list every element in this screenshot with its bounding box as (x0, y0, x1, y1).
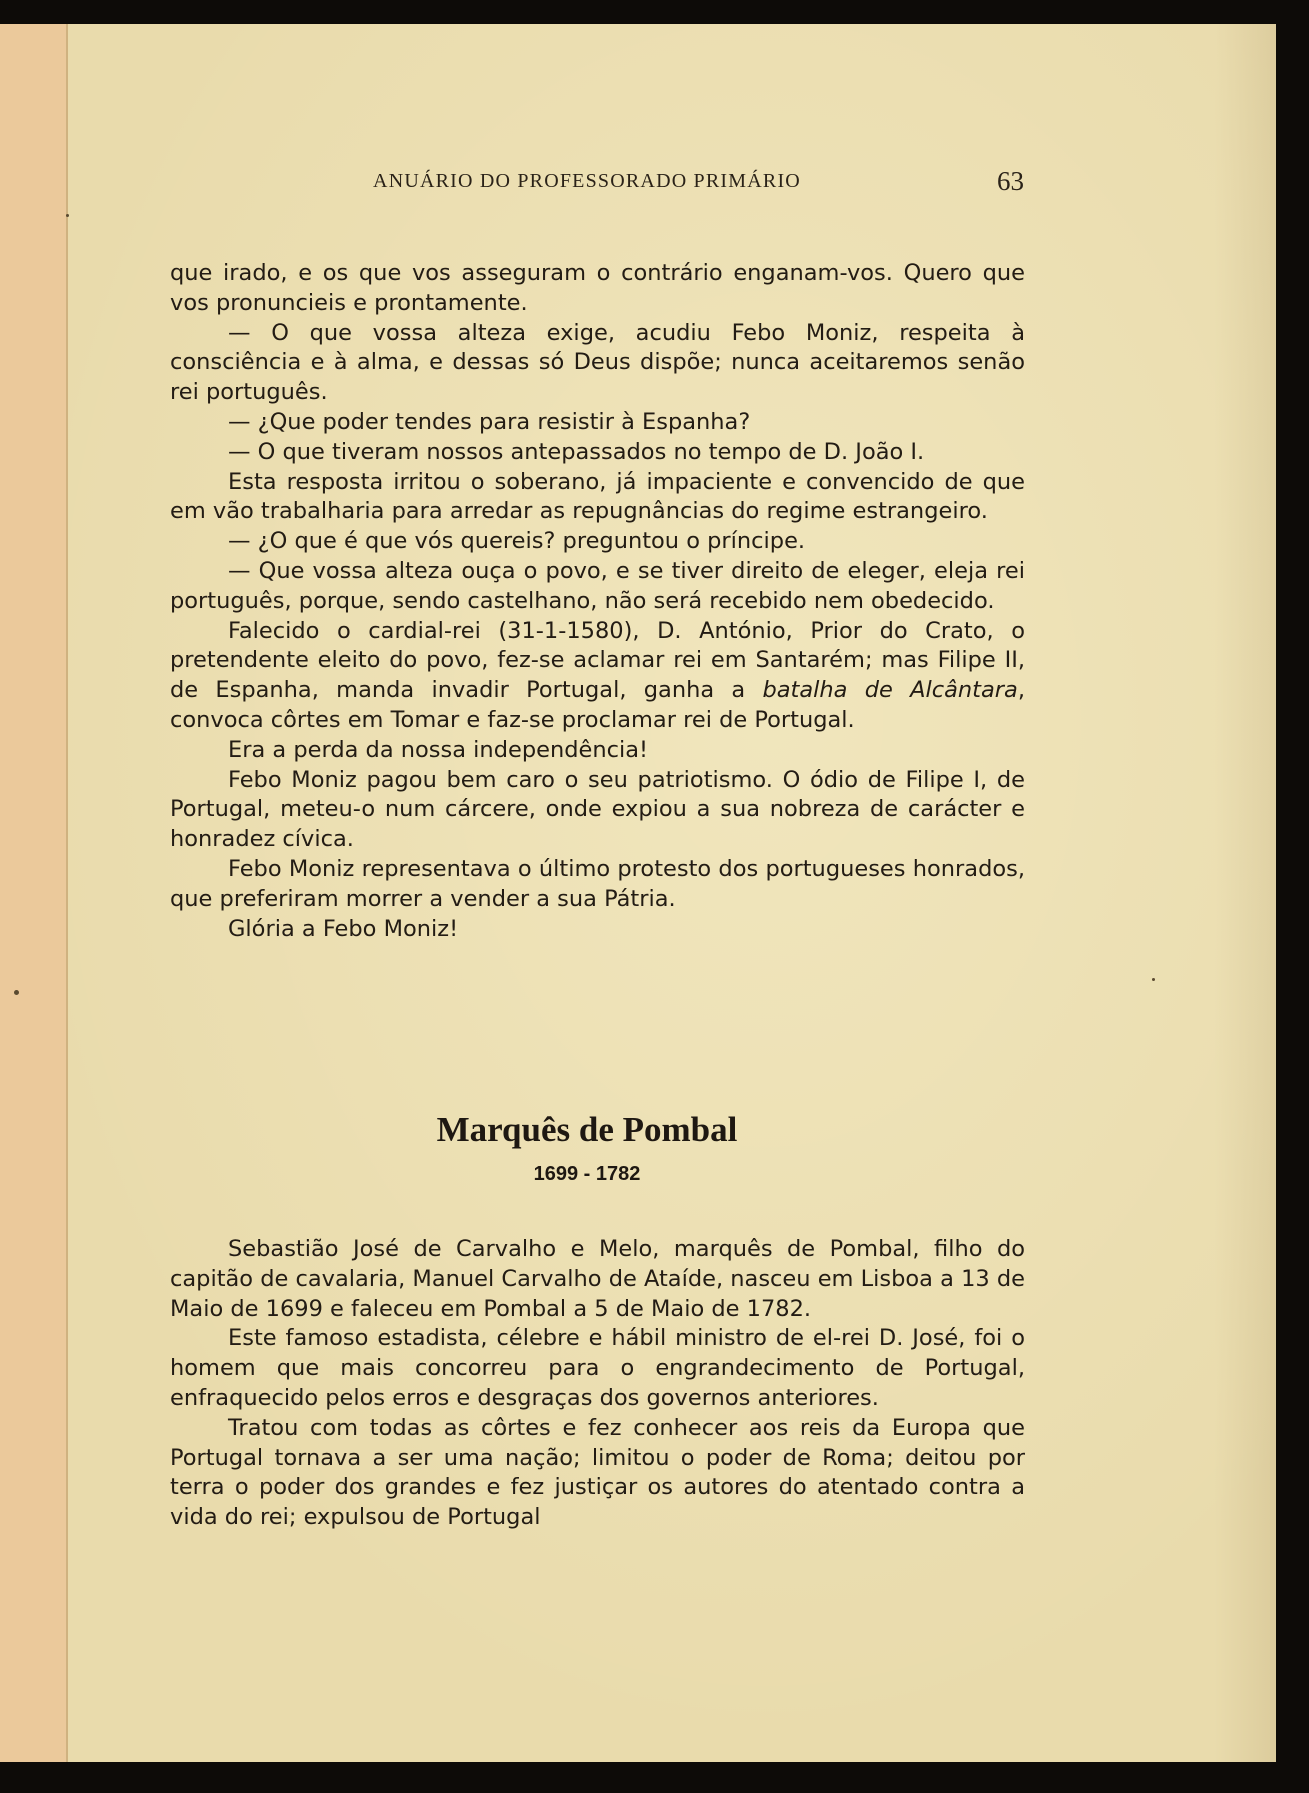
paragraph: Esta resposta irritou o soberano, já impaciente e convencido de que em vão trabalharia para arredar as repugnâncias do regime estrangeiro. (170, 468, 1025, 525)
paragraph: Tratou com todas as côrtes e fez conhecer aos reis da Europa que Portugal tornava a ser uma nação; limitou o poder de Roma; deitou por terra o poder dos grandes e fez justiçar os autores do atentado contra a vida do rei; expulsou de Portugal (170, 1414, 1025, 1531)
paragraph: Este famoso estadista, célebre e hábil ministro de el-rei D. José, foi o homem que mais concorreu para o engrandecimento de Portugal, enfraquecido pelos erros e desgraças dos governos anteriores. (170, 1325, 1025, 1411)
paragraph: — Que vossa alteza ouça o povo, e se tiver direito de eleger, eleja rei português, porque, sendo castelhano, não será recebido nem obedecido. (170, 557, 1025, 614)
running-header (150, 166, 1024, 196)
paper-speck (66, 214, 69, 217)
section-heading: Marquês de Pombal (436, 1110, 738, 1149)
paragraph: — O que vossa alteza exige, acudiu Febo Moniz, respeita à consciência e à alma, e dessas só Deus dispõe; nunca aceitaremos senão rei português. (170, 319, 1025, 406)
section-marques-de-pombal (170, 1235, 1025, 1533)
section-dates: 1699 - 1782 (533, 1163, 641, 1185)
paragraph: — ¿O que é que vós quereis? preguntou o príncipe. (228, 528, 806, 555)
paragraph: — O que tiveram nossos antepassados no tempo de D. João I. (228, 438, 925, 465)
paper-speck (14, 990, 19, 995)
running-title: ANUÁRIO DO PROFESSORADO PRIMÁRIO (373, 170, 801, 192)
paragraph: Sebastião José de Carvalho e Melo, marquês de Pombal, filho do capitão de cavalaria, Manuel Carvalho de Ataíde, nasceu em Lisboa a 13 de Maio de 1699 e faleceu em Pombal a 5 de Maio de 1782. (170, 1236, 1025, 1322)
scan-border-top (0, 0, 1309, 24)
paragraph: Glória a Febo Moniz! (228, 915, 459, 942)
binding-strip (0, 22, 68, 1764)
paragraph-text: Falecido o cardial-rei (31-1-1580), D. António, Prior do Crato, o pretendente eleito do povo, fez-se aclamar rei em Santarém; mas Filipe II, de Espanha, manda invadir Portugal, ganha a (170, 617, 1025, 704)
page-number: 63 (997, 166, 1024, 196)
paragraph: — ¿Que poder tendes para resistir à Espanha? (228, 408, 751, 435)
scan-border-right (1276, 0, 1309, 1793)
italic-phrase: batalha de Alcântara (762, 677, 1018, 704)
scan-border-bottom (0, 1762, 1309, 1793)
paragraph: Febo Moniz pagou bem caro o seu patriotismo. O ódio de Filipe I, de Portugal, meteu-o num cárcere, onde expiou a sua nobreza de carácter e honradez cívica. (170, 766, 1025, 853)
paragraph (170, 617, 1025, 736)
paragraph: Febo Moniz representava o último protesto dos portugueses honrados, que preferiram morrer a vender a sua Pátria. (170, 855, 1025, 912)
paragraph-text: , convoca côrtes em Tomar e faz-se proclamar rei de Portugal. (170, 677, 1025, 733)
section-febo-moniz (170, 259, 1025, 944)
paragraph: Era a perda da nossa independência! (228, 736, 649, 763)
paragraph: que irado, e os que vos asseguram o contrário enganam-vos. Quero que vos pronuncieis e prontamente. (170, 260, 1025, 316)
paper-speck (1152, 978, 1155, 981)
